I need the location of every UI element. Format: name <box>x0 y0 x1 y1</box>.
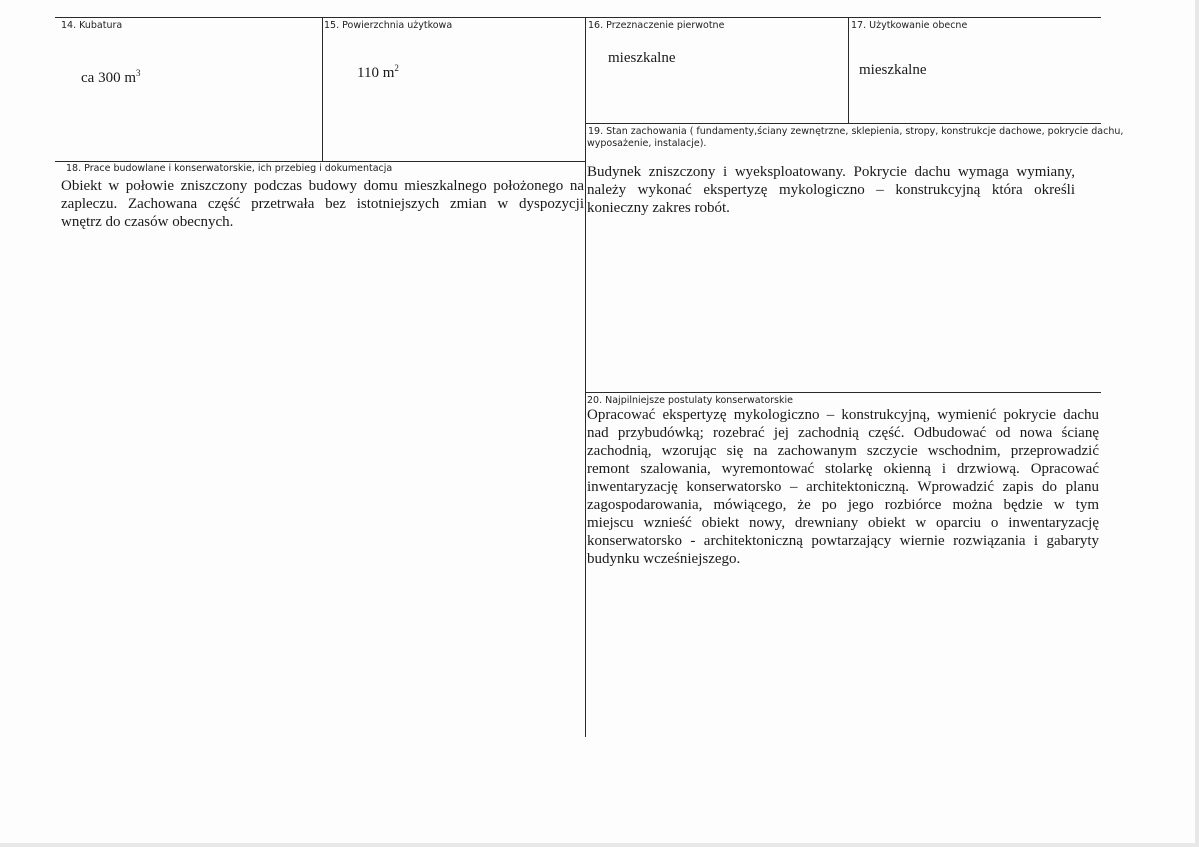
powierzchnia-label: 15. Powierzchnia użytkowa <box>324 20 453 31</box>
prace-text <box>61 177 584 231</box>
uzytkowanie-label: 17. Użytkowanie obecne <box>851 20 968 31</box>
line-above-19 <box>585 123 1101 124</box>
postulaty-text-line-6: zagospodarowania, mówiącego, że po jego rozbiórce można będzie w tym <box>587 497 1099 513</box>
powierzchnia-value-exponent: 2 <box>394 63 399 73</box>
postulaty-text-line-5: inwentaryzację konserwatorsko – architektoniczną. Wprowadzić zapis do planu <box>587 479 1099 495</box>
top-border-line <box>55 17 1101 18</box>
kubatura-label: 14. Kubatura <box>61 20 123 31</box>
kubatura-value <box>81 69 140 87</box>
line-above-20 <box>585 392 1101 393</box>
line-above-18 <box>55 161 585 162</box>
powierzchnia-value <box>357 64 399 82</box>
kubatura-value-exponent: 3 <box>135 68 141 78</box>
prace-text-line-1: Obiekt w połowie zniszczony podczas budowy domu mieszkalnego położonego na <box>61 178 584 194</box>
scan-edge-right <box>1195 0 1199 847</box>
postulaty-text-line-8: konserwatorsko - architektoniczną powtarzający wiernie rozwiązania i gabaryty <box>587 533 1099 549</box>
postulaty-text-line-4: remont szalowania, wyremontować stolarkę okienną i drzwiową. Opracować <box>587 461 1099 477</box>
postulaty-text <box>587 406 1099 568</box>
postulaty-text-line-3: zachodnią, wzorując się na zachowanym szczycie wschodnim, przeprowadzić <box>587 443 1099 459</box>
przeznaczenie-value: mieszkalne <box>608 50 676 66</box>
stan-text-line-3: konieczny zakres robót. <box>587 200 730 216</box>
powierzchnia-value-text: 110 m <box>357 65 395 81</box>
prace-text-line-3: wnętrz do czasów obecnych. <box>61 214 234 230</box>
stan-label-line-2: wyposażenie, instalacje). <box>587 138 707 149</box>
divider-16-17 <box>848 17 849 123</box>
postulaty-label: 20. Najpilniejsze postulaty konserwatorskie <box>587 395 793 406</box>
kubatura-value-text: ca 300 m <box>81 70 136 86</box>
scan-edge-bottom <box>0 843 1199 847</box>
divider-center <box>585 17 586 737</box>
postulaty-text-line-1: Opracować ekspertyzę mykologiczno – konstrukcyjną, wymienić pokrycie dachu <box>587 407 1099 423</box>
divider-14-15 <box>322 17 323 161</box>
uzytkowanie-value: mieszkalne <box>859 62 927 78</box>
postulaty-text-line-9: budynku wcześniejszego. <box>587 551 741 567</box>
stan-label-line-1: 19. Stan zachowania ( fundamenty,ściany zewnętrzne, sklepienia, stropy, konstrukcje dachowe, pokrycie dachu, <box>588 126 1124 137</box>
stan-text-line-1: Budynek zniszczony i wyeksploatowany. Pokrycie dachu wymaga wymiany, <box>587 164 1075 180</box>
prace-text-line-2: zapleczu. Zachowana część przetrwała bez istotniejszych zmian w dyspozycji <box>61 196 584 212</box>
stan-text-line-2: należy wykonać ekspertyzę mykologiczno – konstrukcyjną która określi <box>587 182 1075 198</box>
przeznaczenie-label: 16. Przeznaczenie pierwotne <box>588 20 725 31</box>
prace-label: 18. Prace budowlane i konserwatorskie, ich przebieg i dokumentacja <box>66 163 393 174</box>
stan-text <box>587 163 1075 217</box>
postulaty-text-line-7: miejscu wznieść obiekt nowy, drewniany obiekt w oparciu o inwentaryzację <box>587 515 1099 531</box>
postulaty-text-line-2: nad przybudówką; rozebrać jej zachodnią część. Odbudować od nowa ścianę <box>587 425 1099 441</box>
